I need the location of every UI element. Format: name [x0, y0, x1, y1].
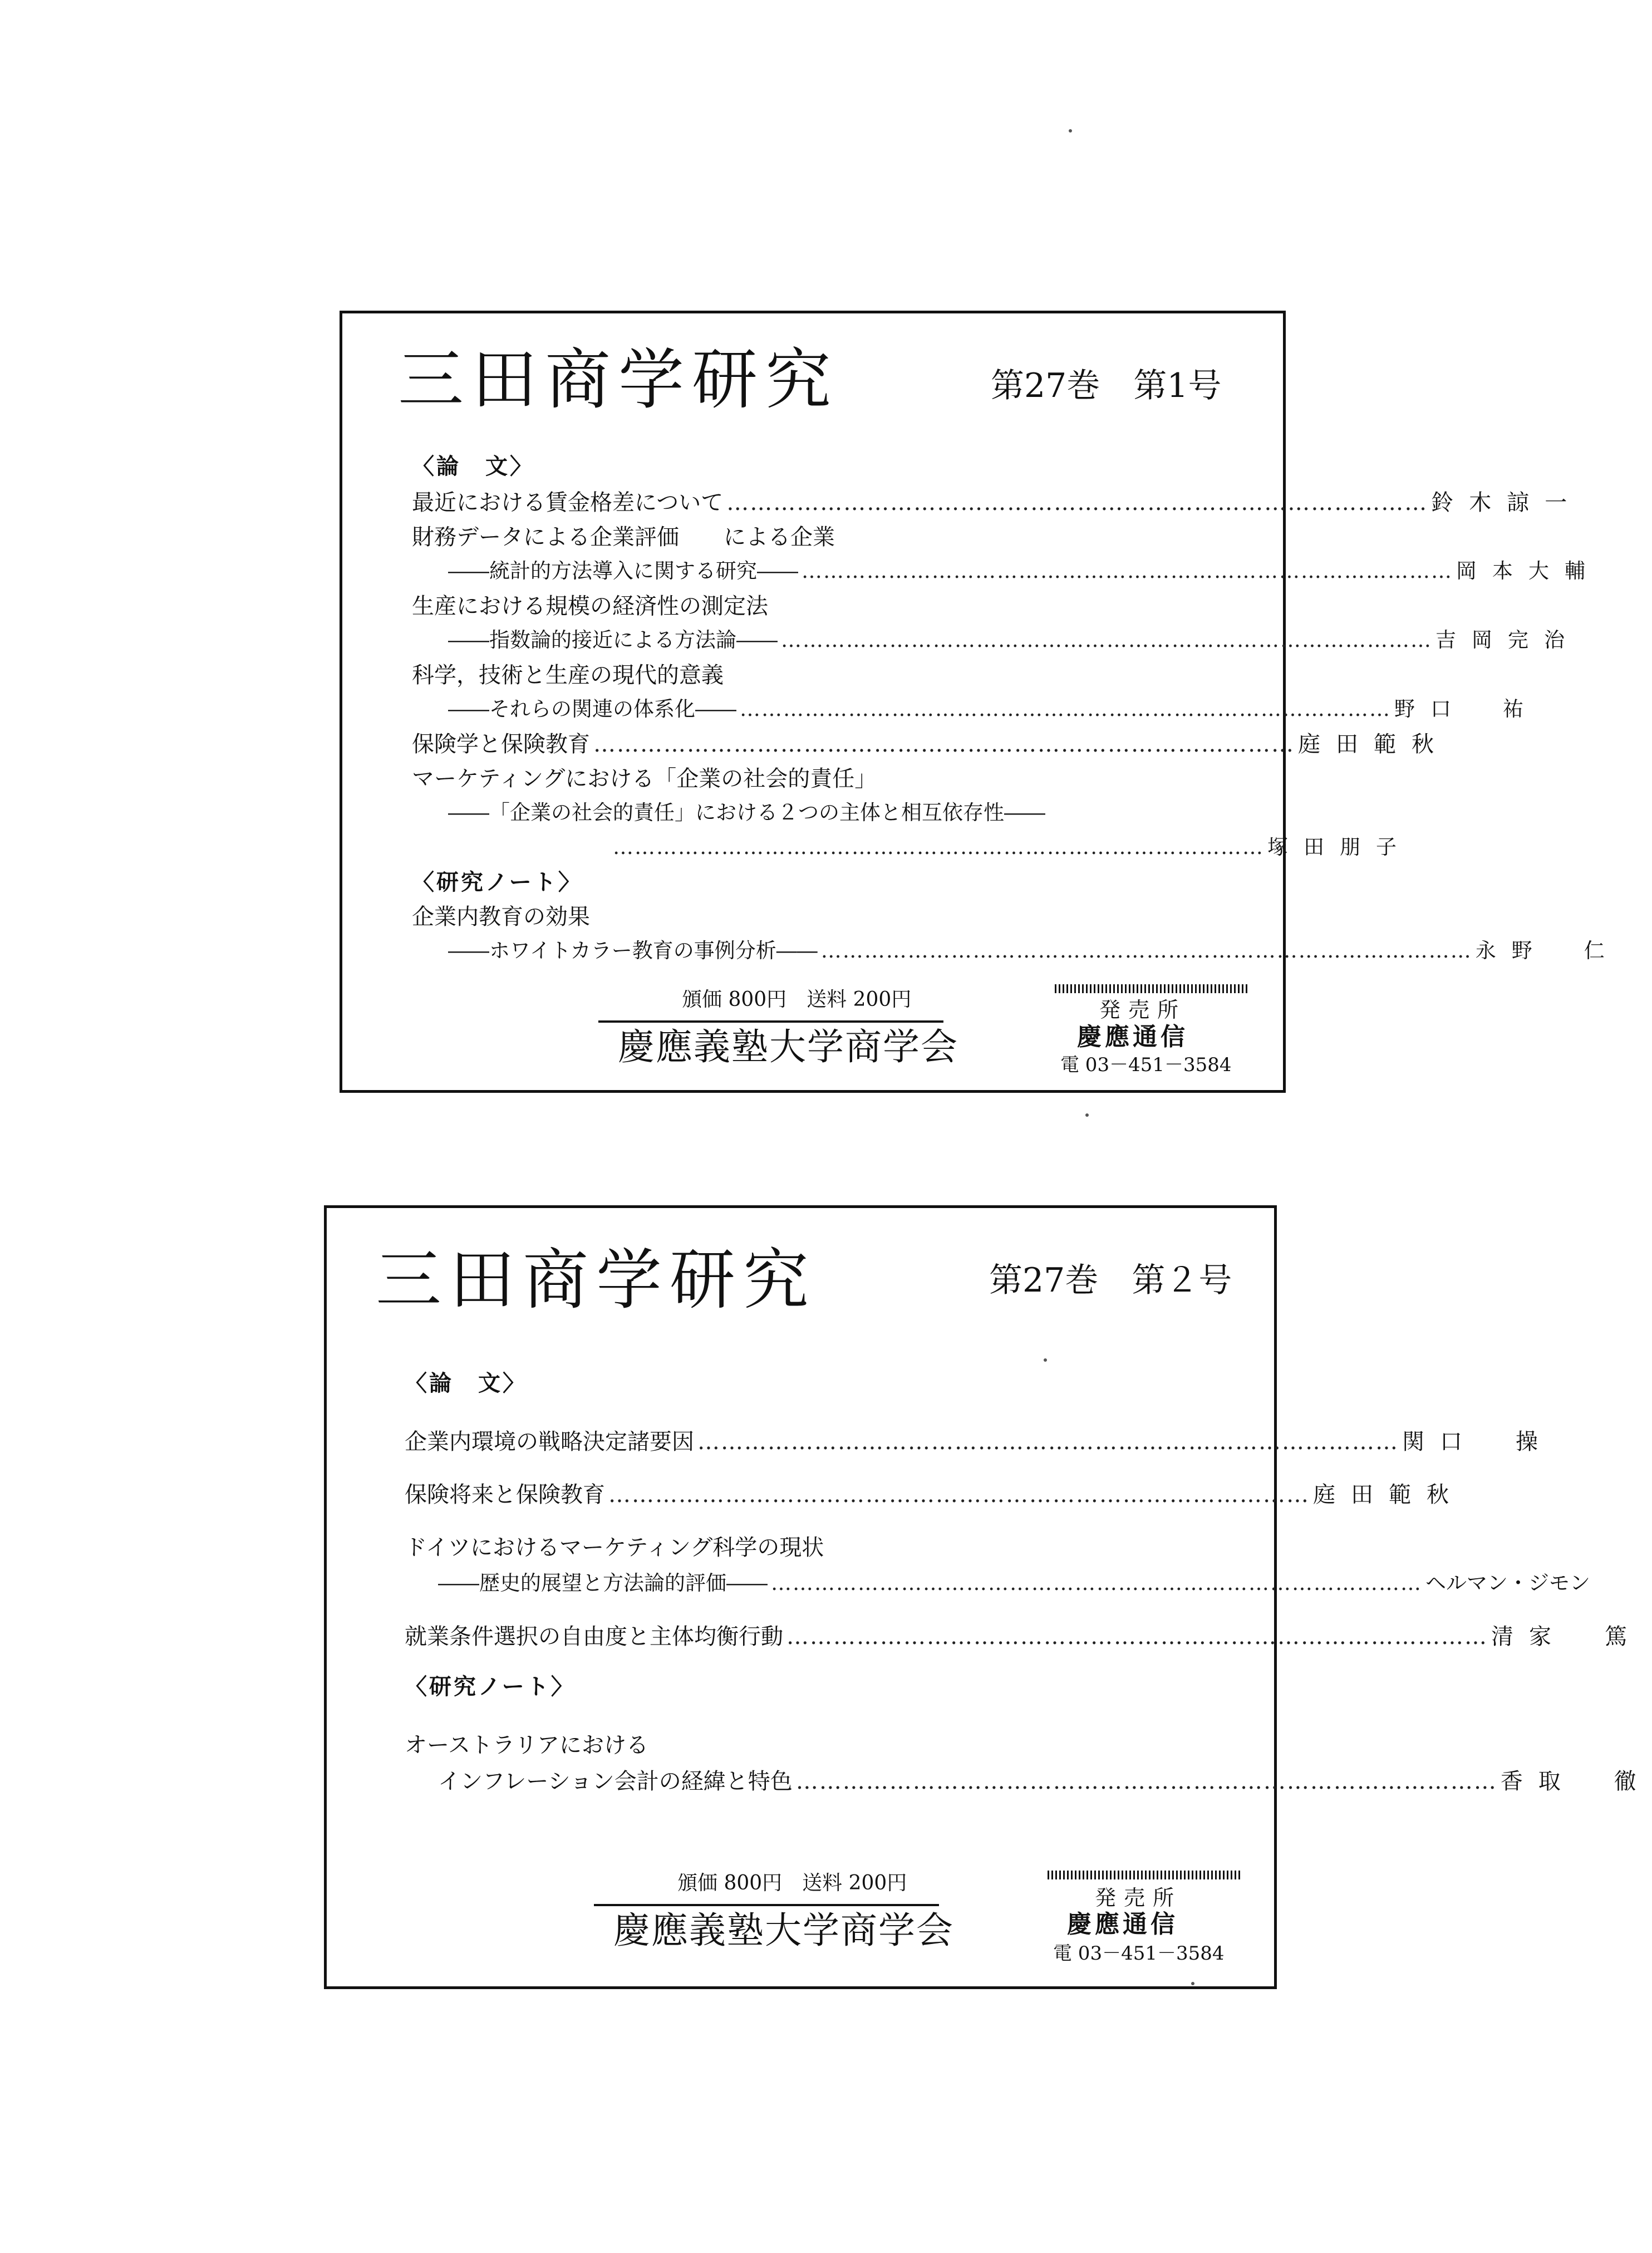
entry-subtitle: ――それらの関連の体系化―― — [448, 697, 736, 721]
toc-entry-continued — [438, 1769, 1652, 1794]
leader-dots: ……………………………………………………………………………… — [726, 490, 1428, 516]
leader-dots: ……………………………………………………………………………… — [771, 1571, 1422, 1595]
entry-author: 吉岡完治 — [1435, 628, 1580, 652]
publisher-name: 慶應義塾大学商学会 — [613, 1909, 954, 1952]
leader-dots: ……………………………………………………………………………… — [786, 1624, 1488, 1650]
seller-name: 慶應通信 — [1077, 1023, 1188, 1051]
entry-title: 科学，技術と生産の現代的意義 — [412, 662, 724, 688]
decorative-bar-pattern — [1055, 984, 1250, 993]
volume-issue: 第27巻 第２号 — [989, 1261, 1232, 1300]
entry-author: 野口 祐 — [1394, 697, 1539, 721]
seller-name: 慶應通信 — [1067, 1910, 1178, 1938]
entry-title: 保険将来と保険教育 — [405, 1482, 605, 1508]
entry-title: 企業内環境の戦略決定諸要因 — [405, 1429, 694, 1455]
scan-speck — [1044, 1358, 1047, 1362]
footer-rule — [598, 1020, 943, 1023]
toc-entry-subtitle — [438, 1571, 1590, 1595]
leader-dots: ……………………………………………………………………………… — [740, 697, 1391, 721]
entry-title: 財務データによる企業評価 による企業 — [412, 524, 835, 550]
entry-title: 企業内教育の効果 — [412, 904, 590, 930]
toc-entry — [412, 906, 1222, 928]
entry-subtitle: ――統計的方法導入に関する研究―― — [448, 559, 798, 583]
leader-dots: ……………………………………………………………………………… — [593, 732, 1295, 757]
toc-entry-subtitle — [448, 697, 1539, 721]
publisher-name: 慶應義塾大学商学会 — [618, 1025, 958, 1068]
entry-title: 生産における規模の経済性の測定法 — [412, 593, 768, 619]
toc-entry-subtitle — [448, 628, 1580, 652]
section-heading-research-notes: 〈研究ノート〉 — [405, 1674, 576, 1700]
seller-label: 発売所 — [1095, 1886, 1182, 1910]
entry-author: 清家 篤 — [1491, 1624, 1643, 1650]
entry-author: 塚田朋子 — [1267, 835, 1412, 859]
section-heading-articles: 〈論 文〉 — [405, 1371, 527, 1396]
footer-rule — [594, 1904, 939, 1906]
price-shipping: 頒価 800円 送料 200円 — [682, 988, 912, 1011]
toc-entry — [412, 526, 1222, 548]
toc-entry — [412, 490, 1583, 516]
entry-title: 就業条件選択の自由度と主体均衡行動 — [405, 1624, 783, 1650]
entry-subtitle: ――「企業の社会的責任」における２つの主体と相互依存性―― — [448, 801, 1045, 824]
leader-dots: ……………………………………………………………………………… — [781, 628, 1432, 652]
leader-dots: ……………………………………………………………………………… — [608, 1482, 1310, 1508]
entry-title: オーストラリアにおける — [405, 1732, 648, 1758]
journal-title: 三田商学研究 — [398, 341, 839, 418]
journal-ad-vol27-no2 — [324, 1205, 1652, 1989]
toc-entry — [412, 595, 1222, 617]
toc-entry — [405, 1537, 1220, 1559]
volume-issue: 第27巻 第1号 — [991, 366, 1222, 405]
toc-entry — [405, 1734, 1220, 1756]
entry-author: 岡本大輔 — [1456, 559, 1601, 583]
entry-author: 庭田範秋 — [1298, 732, 1449, 757]
leader-dots: ……………………………………………………………………………… — [697, 1429, 1399, 1455]
toc-entry — [405, 1429, 1553, 1455]
entry-author: 永野 仁 — [1475, 939, 1620, 963]
leader-dots: ……………………………………………………………………………… — [802, 559, 1453, 583]
entry-subtitle: ――ホワイトカラー教育の事例分析―― — [448, 939, 818, 963]
journal-title: 三田商学研究 — [376, 1241, 817, 1318]
toc-entry — [412, 664, 1222, 686]
entry-title: 保険学と保険教育 — [412, 732, 590, 757]
scan-speck — [1069, 129, 1072, 132]
leader-dots: ……………………………………………………………………………… — [795, 1769, 1497, 1794]
entry-title: 最近における賃金格差について — [412, 490, 724, 516]
leader-dots: ……………………………………………………………………………… — [613, 835, 1264, 859]
scan-speck — [1085, 1113, 1089, 1117]
entry-author: ヘルマン・ジモン — [1425, 1571, 1590, 1595]
entry-subtitle: ――歴史的展望と方法論的評価―― — [438, 1571, 768, 1595]
toc-entry — [405, 1624, 1643, 1650]
seller-label: 発売所 — [1099, 998, 1187, 1022]
scan-speck — [1191, 1982, 1194, 1985]
section-heading-articles: 〈論 文〉 — [412, 454, 534, 479]
entry-author: 香取 徹 — [1500, 1769, 1652, 1794]
entry-author: 鈴木諒一 — [1431, 490, 1583, 516]
section-heading-research-notes: 〈研究ノート〉 — [412, 870, 583, 895]
seller-telephone: 電 03－451－3584 — [1053, 1942, 1225, 1965]
entry-title: マーケティングにおける「企業の社会的責任」 — [412, 766, 877, 792]
entry-author: 関口 操 — [1402, 1429, 1553, 1455]
toc-entry — [412, 732, 1449, 757]
toc-entry-author-line — [609, 835, 1412, 859]
entry-title-continued: インフレーション会計の経緯と特色 — [438, 1769, 793, 1794]
decorative-bar-pattern — [1048, 1871, 1242, 1879]
toc-entry-subtitle — [448, 559, 1601, 583]
price-shipping: 頒価 800円 送料 200円 — [677, 1872, 907, 1894]
entry-subtitle: ――指数論的接近による方法論―― — [448, 628, 778, 652]
leader-dots: ……………………………………………………………………………… — [820, 939, 1472, 963]
entry-author: 庭田範秋 — [1313, 1482, 1464, 1508]
toc-entry — [405, 1482, 1464, 1508]
journal-ad-vol27-no1 — [340, 311, 1620, 1093]
seller-telephone: 電 03－451－3584 — [1060, 1054, 1232, 1076]
toc-entry-subtitle — [448, 939, 1620, 963]
toc-entry-subtitle — [448, 802, 1222, 823]
toc-entry — [412, 768, 1222, 790]
entry-title: ドイツにおけるマーケティング科学の現状 — [405, 1535, 824, 1560]
